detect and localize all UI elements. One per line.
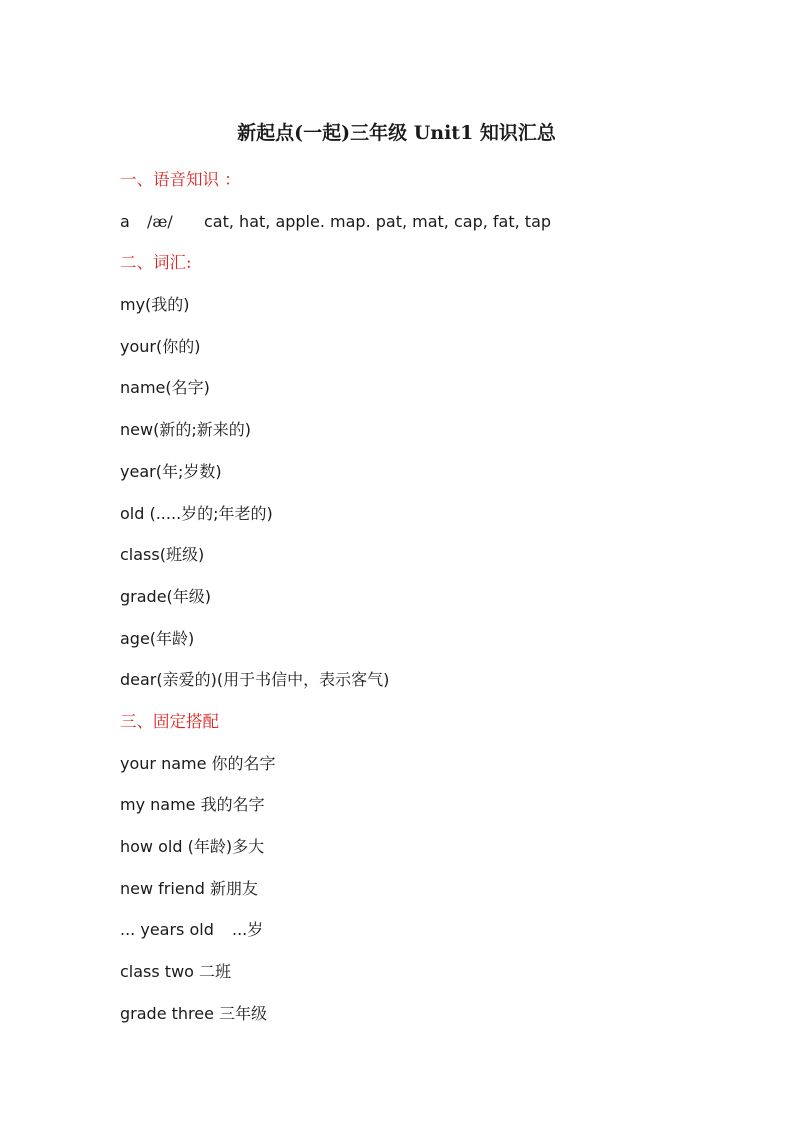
vocab-item: my(我的) [120, 295, 190, 315]
vocab-item: age(年龄) [120, 628, 195, 648]
vocab-item: your(你的) [120, 336, 201, 356]
vocab-item: class(班级) [120, 545, 205, 565]
phonics-row [120, 210, 740, 252]
vocab-item: year(年;岁数) [120, 461, 222, 481]
phrase-item-years-old [120, 918, 740, 960]
phrase-item: your name 你的名字 [120, 753, 276, 773]
section-heading-vocabulary: 二、词汇: [120, 253, 192, 273]
vocab-item: dear(亲爱的)(用于书信中，表示客气) [120, 670, 390, 690]
vocab-item: old (.....岁的;年老的) [120, 503, 273, 523]
section-heading-phrases: 三、固定搭配 [120, 711, 219, 731]
phonics-letter: a [120, 211, 130, 231]
phonics-ipa: /æ/ [147, 211, 173, 231]
vocab-item: new(新的;新来的) [120, 420, 251, 440]
document-content [120, 168, 740, 1043]
phrase-years-old-en: ... years old [120, 920, 214, 940]
phrase-item: my name 我的名字 [120, 795, 265, 815]
phrase-item: class two 二班 [120, 962, 232, 982]
page-title: 新起点(一起)三年级 Unit1 知识汇总 [237, 122, 556, 144]
vocab-item: name(名字) [120, 378, 210, 398]
vocab-item: grade(年级) [120, 586, 212, 606]
phrase-item: new friend 新朋友 [120, 878, 259, 898]
phonics-words: cat, hat, apple. map. pat, mat, cap, fat, tap [204, 211, 552, 231]
phrase-item: how old (年龄)多大 [120, 837, 265, 856]
phrase-years-old-cn: ...岁 [232, 920, 264, 940]
phrase-item: grade three 三年级 [120, 1003, 268, 1023]
section-heading-phonics: 一、语音知识 ： [120, 170, 241, 189]
